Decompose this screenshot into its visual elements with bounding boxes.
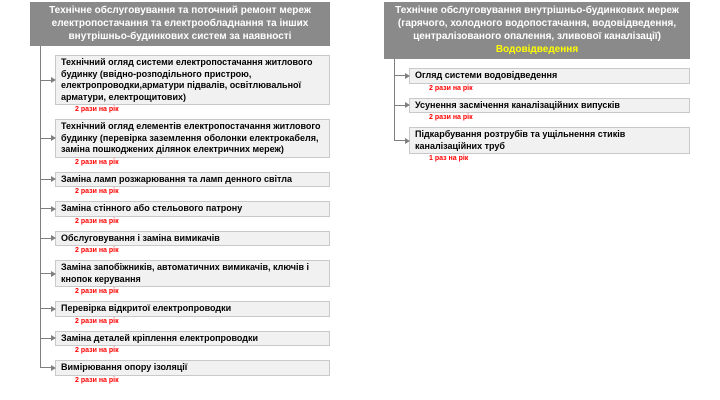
connector-arrow-icon — [41, 235, 56, 241]
task-label: Усунення засмічення каналізаційних випусків — [415, 99, 620, 110]
connector-arrow-icon — [41, 77, 56, 83]
connector-vertical-line — [394, 59, 395, 141]
connector-arrow-icon — [41, 306, 56, 312]
task-item — [55, 360, 330, 385]
drainage-column-header-text: Технічне обслуговування внутрішньо-будинкових мереж (гарячого, холодного водопостачання, водовідведення, централізованого опалення, зливової каналізації) — [395, 5, 679, 42]
task-box — [55, 260, 330, 287]
electrical-column-header-text: Технічне обслуговування та поточний ремонт мереж електропостачання та електрообладнання та інших внутрішньо-будинкових систем за наявності — [49, 5, 311, 42]
task-frequency: 2 рази на рік — [75, 217, 119, 225]
task-item — [55, 55, 330, 114]
task-label: Обслуговування і заміна вимикачів — [61, 232, 220, 243]
task-label: Заміна деталей кріплення електропроводки — [61, 332, 259, 343]
task-label: Заміна запобіжників, автоматичних вимикачів, ключів і кнопок керування — [61, 262, 309, 284]
task-frequency: 2 рази на рік — [75, 106, 119, 113]
task-box — [55, 201, 330, 217]
task-item — [55, 301, 330, 326]
task-frequency: 2 рази на рік — [75, 376, 119, 384]
task-frequency: 1 раз на рік — [429, 155, 469, 162]
task-frequency: 2 рази на рік — [75, 247, 119, 254]
task-label: Перевірка відкритої електропроводки — [61, 303, 232, 313]
task-label: Підкарбування розтрубів та ущільнення стиків каналізаційних труб — [415, 129, 626, 151]
connector-arrow-icon — [41, 206, 56, 212]
connector-arrow-icon — [41, 365, 56, 371]
column-electrical-maintenance — [30, 2, 330, 390]
connector-arrow-icon — [395, 73, 410, 79]
drainage-column-header — [384, 2, 690, 59]
task-label: Технічний огляд системи електропостачання житлового будинку (ввідно-розподільного пристрою, електропроводки,арматури підвалів, освітлювальної арматури, електрощитових) — [61, 57, 313, 102]
task-item — [55, 331, 330, 356]
drainage-task-list — [384, 68, 690, 163]
task-label: Заміна ламп розжарювання та ламп денного світла — [61, 173, 293, 184]
electrical-task-list — [30, 55, 330, 385]
task-box — [409, 68, 690, 84]
connector-arrow-icon — [41, 335, 56, 341]
connector-arrow-icon — [395, 102, 410, 108]
task-item — [55, 172, 330, 197]
task-frequency: 2 рази на рік — [75, 347, 119, 354]
task-frequency: 2 рази на рік — [75, 188, 119, 195]
electrical-column-header — [30, 2, 330, 46]
task-frequency: 2 рази на рік — [429, 84, 473, 92]
task-box — [55, 231, 330, 247]
connector-arrow-icon — [41, 176, 56, 182]
task-box — [55, 301, 330, 317]
task-item — [55, 260, 330, 296]
task-frequency: 2 рази на рік — [75, 158, 119, 166]
task-frequency: 2 рази на рік — [75, 288, 119, 295]
task-label: Вимірювання опору ізоляції — [61, 362, 188, 372]
task-box — [409, 98, 690, 114]
task-frequency: 2 рази на рік — [75, 317, 119, 325]
task-label: Технічний огляд елементів електропостачання житлового будинку (перевірка заземлення оболонки електрокабеля, заміна пошкоджених ділянок електричних мереж) — [61, 121, 321, 154]
task-frequency: 2 рази на рік — [429, 114, 473, 121]
drainage-column-subheader: Водовідведення — [495, 44, 579, 55]
connector-arrow-icon — [41, 271, 56, 277]
connector-arrow-icon — [395, 138, 410, 144]
task-box — [55, 331, 330, 347]
task-item — [55, 119, 330, 167]
task-box — [55, 360, 330, 376]
column-water-drainage — [384, 2, 690, 168]
task-item — [55, 231, 330, 256]
task-box — [409, 127, 690, 154]
connector-arrow-icon — [41, 135, 56, 141]
task-box — [55, 172, 330, 188]
task-label: Заміна стінного або стельового патрону — [61, 203, 243, 213]
task-box — [55, 119, 330, 158]
task-box — [55, 55, 330, 105]
task-item — [409, 98, 690, 123]
task-item — [409, 68, 690, 93]
task-item — [55, 201, 330, 226]
task-item — [409, 127, 690, 163]
task-label: Огляд системи водовідведення — [415, 70, 558, 80]
